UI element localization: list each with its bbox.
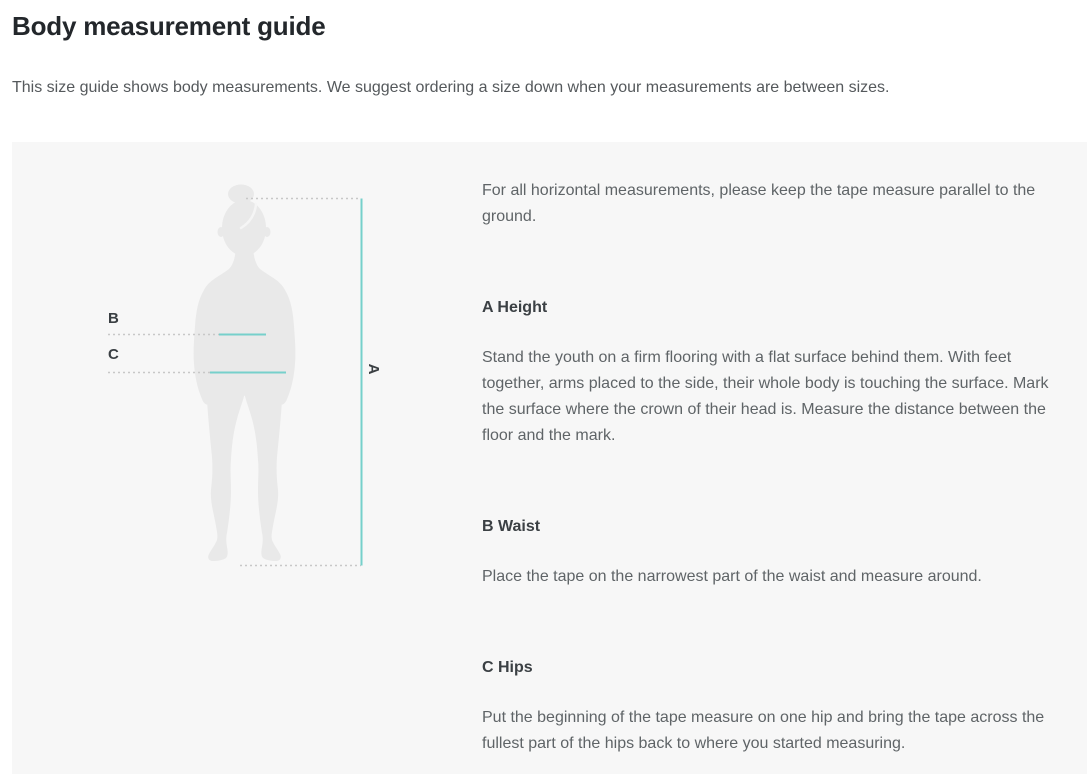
silhouette-body-mirrored: [244, 240, 295, 561]
measurement-intro: For all horizontal measurements, please keep the tape measure parallel to the ground.: [482, 182, 1036, 225]
waist-label-b: B: [108, 310, 119, 327]
height-label-a: A: [364, 363, 382, 375]
silhouette-ear-right: [264, 227, 271, 237]
section-waist-heading: B Waist: [482, 518, 541, 535]
section-waist: [482, 517, 1069, 590]
body-measurement-diagram: [12, 142, 482, 774]
section-hips-heading: C Hips: [482, 659, 533, 676]
measurement-guide-panel: [12, 142, 1087, 774]
diagram-column: [12, 142, 482, 774]
page-title: Body measurement guide: [12, 11, 326, 41]
section-waist-body: Place the tape on the narrowest part of the waist and measure around.: [482, 568, 982, 585]
section-height-heading: A Height: [482, 299, 548, 316]
section-height-body: Stand the youth on a firm flooring with a flat surface behind them. With feet together, arms placed to the side, their whole body is touching the surface. Mark the surface where the crown of their head is. Measure the distance between the floor and the mark.: [482, 349, 1049, 444]
hips-label-c: C: [108, 346, 119, 363]
page-header: [0, 0, 1087, 99]
page-subtitle: This size guide shows body measurements. We suggest ordering a size down when your measurements are between sizes.: [12, 79, 890, 96]
silhouette-ear-left: [218, 227, 225, 237]
height-label-a-group: [365, 364, 382, 375]
silhouette-body: [194, 240, 245, 561]
section-hips: [482, 658, 1069, 757]
instructions-column: [482, 142, 1087, 774]
section-hips-body: Put the beginning of the tape measure on one hip and bring the tape across the fullest part of the hips back to where you started measuring.: [482, 709, 1045, 752]
section-height: [482, 298, 1069, 449]
